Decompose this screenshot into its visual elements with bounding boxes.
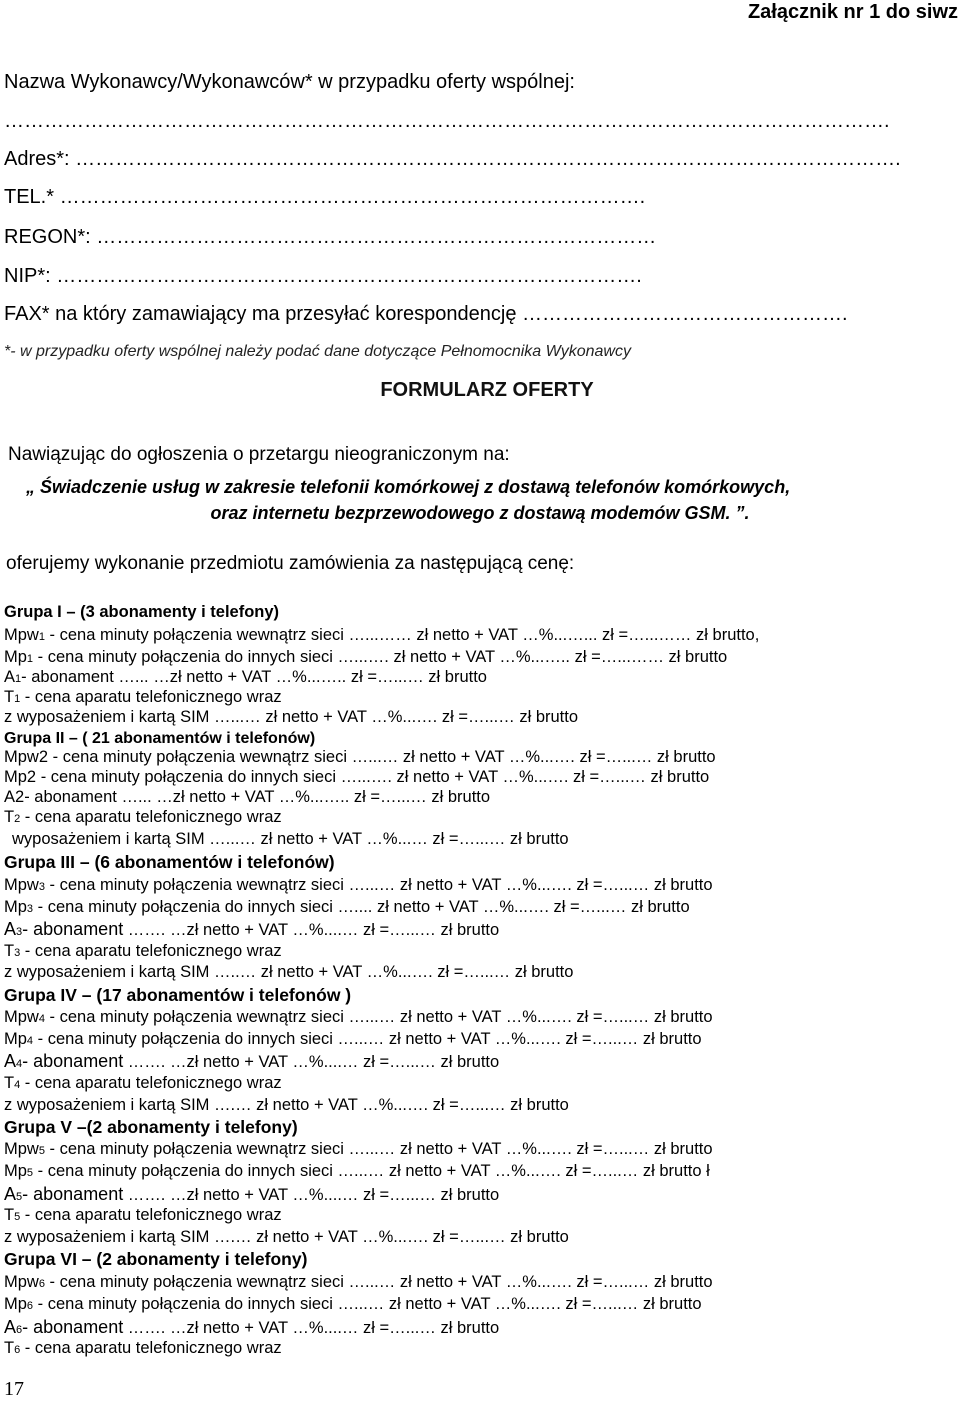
row-code: T (4, 1206, 15, 1224)
row-number: 5 (26, 1167, 34, 1179)
row-text: - cena minuty połączenia wewnątrz sieci …...… zł netto + VAT …%...…. zł =…...… zł brutto (44, 1008, 713, 1026)
group-4-row-abonament (4, 1051, 499, 1073)
group-4-row-phone (4, 1074, 282, 1094)
row-number: 1 (26, 653, 34, 665)
row-code: T (4, 1339, 15, 1357)
group-2-row-sim: wyposażeniem i kartą SIM …...… zł netto + VAT …%...… zł =…...… zł brutto (12, 830, 569, 848)
group-1-row-mpw (4, 626, 759, 646)
group-4-row-sim: z wyposażeniem i kartą SIM ….… zł netto + VAT …%...…. zł =…...… zł brutto (4, 1096, 569, 1114)
row-code: A (4, 1317, 17, 1337)
form-title: FORMULARZ OFERTY (380, 379, 594, 401)
row-number: 1 (38, 631, 45, 643)
contractor-name-label: Nazwa Wykonawcy/Wykonawców* w przypadku oferty wspólnej: (4, 71, 575, 93)
group-3-row-abonament (4, 919, 499, 941)
row-label: - abonament (22, 1317, 124, 1337)
row-text: - cena aparatu telefonicznego wraz (20, 688, 282, 706)
row-text: - cena minuty połączenia do innych sieci …...…. zł netto + VAT …%...….. zł =…...…… zł brutto (33, 648, 728, 666)
contractor-name-blank: ……………………………………………………………………………………………………………………. (4, 110, 890, 132)
row-code: Mp (4, 1030, 27, 1048)
intro-text: Nawiązując do ogłoszenia o przetargu nieograniczonym na: (8, 444, 510, 465)
row-number: 4 (26, 1035, 34, 1047)
group-1-row-mp (4, 648, 727, 668)
row-code: A (4, 919, 17, 939)
group-6-row-phone (4, 1339, 282, 1359)
subject-line-1: „ Świadczenie usług w zakresie telefonii komórkowej z dostawą telefonów komórkowych, (26, 477, 791, 497)
row-code: Mpw (4, 1140, 39, 1158)
group-2-row-abonament (4, 788, 490, 808)
group-2-row-mpw (4, 748, 716, 768)
row-text: - cena minuty połączenia wewnątrz sieci …...… zł netto + VAT …%...…. zł =…...… zł brutto (44, 1140, 713, 1158)
row-code: A (4, 788, 16, 806)
group-4-row-mp (4, 1030, 702, 1050)
row-text: - cena minuty połączenia do innych sieci …...… zł netto + VAT …%...…. zł =…...… zł brutto (33, 1295, 702, 1313)
row-text: - cena minuty połączenia wewnątrz sieci …...… zł netto + VAT …%...…. zł =…...… zł brutto (48, 748, 716, 766)
group-6-row-mp (4, 1295, 702, 1315)
group-6-title: Grupa VI – (2 abonamenty i telefony) (4, 1249, 308, 1269)
row-number: 6 (16, 1324, 23, 1336)
row-number: 4 (14, 1079, 21, 1091)
row-text: - cena minuty połączenia wewnątrz sieci …...… zł netto + VAT …%...…. zł =…...… zł brutto (44, 1273, 713, 1291)
offer-text: oferujemy wykonanie przedmiotu zamówienia za następującą cenę: (6, 553, 575, 574)
row-label: - abonament (22, 1051, 124, 1071)
subject-line-2: oraz internetu bezprzewodowego z dostawą modemów GSM. ”. (210, 503, 750, 523)
row-number: 6 (38, 1278, 45, 1290)
row-code: Mpw (4, 876, 39, 894)
group-1-row-phone (4, 688, 282, 708)
group-4-title: Grupa IV – (17 abonamentów i telefonów ) (4, 985, 352, 1005)
row-text: - cena aparatu telefonicznego wraz (20, 1074, 282, 1092)
row-number: 3 (26, 903, 34, 915)
group-5-row-abonament (4, 1184, 499, 1206)
row-code: T (4, 942, 15, 960)
regon-field: REGON*: ………………………………………………………………………… (4, 226, 657, 248)
row-code: A (4, 1184, 17, 1204)
group-4-row-mpw (4, 1008, 713, 1028)
fax-field: FAX* na który zamawiający ma przesyłać korespondencję …………………………………………. (4, 303, 848, 325)
row-number: 6 (26, 1300, 34, 1312)
row-text: …... …zł netto + VAT …%...….. zł =…...… zł brutto (113, 668, 487, 686)
group-2-title: Grupa II – ( 21 abonamentów i telefonów) (4, 730, 316, 747)
group-3-row-phone (4, 942, 282, 962)
row-code: Mp (4, 1295, 27, 1313)
row-code: Mp (4, 1162, 27, 1180)
row-number: 1 (14, 693, 21, 705)
address-field: Adres*: ……………………………………………………………………………………………………………. (4, 148, 901, 170)
group-1-title: Grupa I – (3 abonamenty i telefony) (4, 603, 280, 621)
row-label: - abonament (22, 1184, 124, 1204)
row-number: 6 (14, 1344, 21, 1356)
footnote: *- w przypadku oferty wspólnej należy podać dane dotyczące Pełnomocnika Wykonawcy (4, 343, 631, 360)
group-3-title: Grupa III – (6 abonamentów i telefonów) (4, 852, 335, 872)
row-code: Mp (4, 768, 27, 786)
row-code: Mpw (4, 1008, 39, 1026)
row-label: - abonament (22, 919, 124, 939)
annex-label: Załącznik nr 1 do siwz (747, 1, 958, 23)
row-number: 5 (16, 1191, 23, 1203)
row-text: - cena minuty połączenia wewnątrz sieci …...…… zł netto + VAT …%...…... zł =…...…… zł brutto, (44, 626, 760, 644)
group-6-row-mpw (4, 1273, 713, 1293)
row-text: - cena minuty połączenia do innych sieci …...… zł netto + VAT …%...…. zł =…...… zł brutto (33, 1030, 702, 1048)
row-number: 3 (16, 926, 23, 938)
row-code: Mpw (4, 626, 39, 644)
row-label: - abonament (24, 788, 117, 806)
row-number: 4 (16, 1058, 23, 1070)
row-text: ……. …zł netto + VAT …%....… zł =…...… zł brutto (123, 1186, 500, 1204)
group-5-title: Grupa V –(2 abonamenty i telefony) (4, 1117, 298, 1137)
row-number: 1 (15, 673, 22, 685)
row-text: - cena aparatu telefonicznego wraz (20, 1206, 282, 1224)
row-number: 2 (26, 768, 37, 786)
row-code: T (4, 808, 15, 826)
group-3-row-mpw (4, 876, 713, 896)
group-1-row-sim: z wyposażeniem i kartą SIM …...… zł netto + VAT …%...…. zł =…...… zł brutto (4, 708, 579, 726)
row-text: ……. …zł netto + VAT …%....… zł =…...… zł brutto (123, 1319, 500, 1337)
row-text: - cena minuty połączenia do innych sieci …...… zł netto + VAT …%...…. zł =…...… zł brutto ł (33, 1162, 710, 1180)
group-6-row-abonament (4, 1317, 499, 1339)
row-number: 5 (38, 1145, 45, 1157)
row-number: 3 (38, 881, 45, 893)
row-number: 5 (14, 1211, 21, 1223)
row-code: A (4, 1051, 17, 1071)
row-text: - cena minuty połączenia wewnątrz sieci …...… zł netto + VAT …%...…. zł =…...… zł brutto (44, 876, 713, 894)
row-number: 2 (14, 813, 21, 825)
page-number: 17 (4, 1378, 24, 1400)
row-number: 3 (14, 947, 21, 959)
group-2-row-mp (4, 768, 709, 788)
group-1-row-abonament (4, 668, 487, 688)
row-text: ……. …zł netto + VAT …%....… zł =…...… zł brutto (123, 921, 500, 939)
row-code: T (4, 1074, 15, 1092)
group-3-row-sim: z wyposażeniem i kartą SIM …..… zł netto + VAT …%...…. zł =…...… zł brutto (4, 963, 574, 981)
row-text: - cena aparatu telefonicznego wraz (20, 808, 282, 826)
nip-field: NIP*: ……………………………………………………………………………. (4, 265, 642, 287)
row-text: - cena aparatu telefonicznego wraz (20, 1339, 282, 1357)
group-2-row-phone (4, 808, 282, 828)
row-code: Mpw (4, 1273, 39, 1291)
row-code: A (4, 668, 16, 686)
group-3-row-mp (4, 898, 690, 918)
row-text: - cena minuty połączenia do innych sieci ….... zł netto + VAT …%...…. zł =…...… zł brutto (33, 898, 690, 916)
row-label: - abonament (21, 668, 114, 686)
row-code: Mpw (4, 748, 39, 766)
group-5-row-phone (4, 1206, 282, 1226)
group-5-row-sim: z wyposażeniem i kartą SIM ….… zł netto + VAT …%...…. zł =…...… zł brutto (4, 1228, 569, 1246)
row-text: …... …zł netto + VAT …%...….. zł =…...… zł brutto (116, 788, 491, 806)
row-text: ……. …zł netto + VAT …%....… zł =…...… zł brutto (123, 1053, 500, 1071)
row-number: 2 (38, 748, 49, 766)
tel-field: TEL.* ……………………………………………………………………………. (4, 186, 646, 208)
row-code: Mp (4, 898, 27, 916)
row-code: T (4, 688, 15, 706)
group-5-row-mpw (4, 1140, 713, 1160)
row-text: - cena minuty połączenia do innych sieci …...…. zł netto + VAT …%...…. zł =…...… zł brutto (36, 768, 710, 786)
row-number: 4 (38, 1013, 45, 1025)
row-number: 2 (15, 788, 25, 806)
group-5-row-mp (4, 1162, 710, 1182)
row-code: Mp (4, 648, 27, 666)
row-text: - cena aparatu telefonicznego wraz (20, 942, 282, 960)
